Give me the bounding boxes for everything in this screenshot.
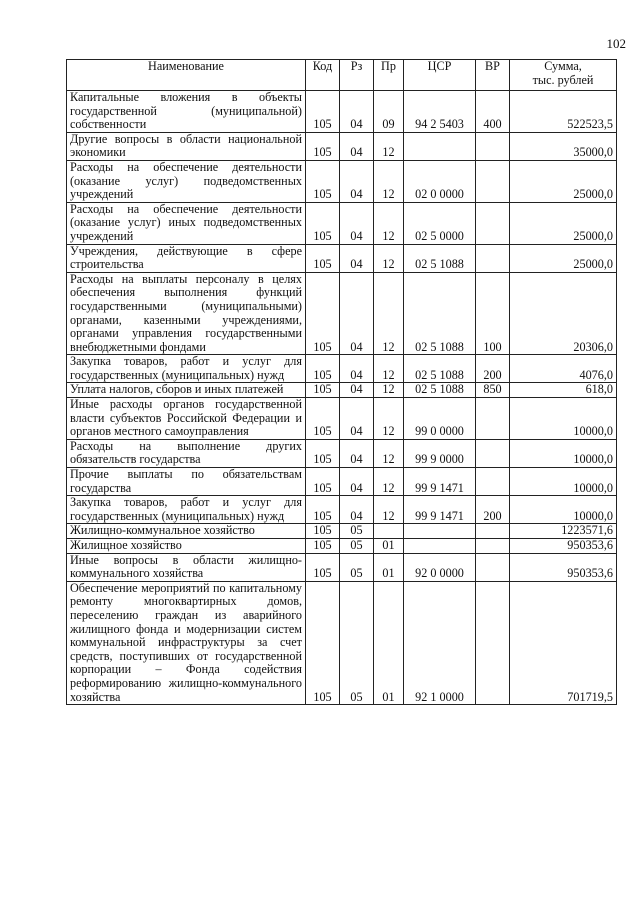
row-sum: 10000,0 (510, 439, 617, 467)
row-pr (374, 524, 404, 539)
row-csr: 02 0 0000 (404, 160, 476, 202)
row-kod: 105 (306, 468, 340, 496)
row-rz: 05 (340, 581, 374, 704)
row-name: Обеспечение мероприятий по капитальному ремонту многоквартирных домов, переселению граждан из аварийного жилищного фонда и модернизации систем коммунальной инфраструктуры за счет средств, поступивших от государственной корпорации – Фонда содействия реформированию жилищно-коммунального хозяйства (67, 581, 306, 704)
row-vr (476, 244, 510, 272)
budget-table (66, 59, 617, 705)
row-kod: 105 (306, 272, 340, 355)
row-name: Иные вопросы в области жилищно-коммунального хозяйства (67, 553, 306, 581)
table-header (67, 60, 617, 91)
row-sum: 522523,5 (510, 91, 617, 133)
row-vr (476, 398, 510, 440)
row-name: Жилищное хозяйство (67, 539, 306, 554)
row-name: Расходы на обеспечение деятельности (оказание услуг) иных подведомственных учреждений (67, 202, 306, 244)
table-row (67, 244, 617, 272)
row-pr: 12 (374, 202, 404, 244)
row-sum: 20306,0 (510, 272, 617, 355)
row-sum: 618,0 (510, 383, 617, 398)
row-vr (476, 524, 510, 539)
row-vr (476, 202, 510, 244)
row-vr (476, 539, 510, 554)
row-sum: 10000,0 (510, 468, 617, 496)
header-csr: ЦСР (404, 60, 476, 91)
row-rz: 04 (340, 383, 374, 398)
row-vr: 200 (476, 355, 510, 383)
row-kod: 105 (306, 581, 340, 704)
row-vr (476, 553, 510, 581)
row-rz: 04 (340, 496, 374, 524)
row-kod: 105 (306, 524, 340, 539)
row-csr: 02 5 1088 (404, 355, 476, 383)
row-sum: 10000,0 (510, 496, 617, 524)
row-sum: 950353,6 (510, 539, 617, 554)
row-pr: 12 (374, 398, 404, 440)
table-row (67, 383, 617, 398)
row-kod: 105 (306, 244, 340, 272)
row-kod: 105 (306, 383, 340, 398)
row-rz: 04 (340, 91, 374, 133)
row-pr: 01 (374, 539, 404, 554)
row-rz: 04 (340, 132, 374, 160)
header-sum: Сумма, тыс. рублей (510, 60, 617, 91)
row-rz: 05 (340, 539, 374, 554)
row-pr: 12 (374, 132, 404, 160)
row-rz: 04 (340, 202, 374, 244)
row-pr: 12 (374, 468, 404, 496)
row-sum: 25000,0 (510, 160, 617, 202)
table-body (67, 91, 617, 705)
row-kod: 105 (306, 355, 340, 383)
row-sum: 4076,0 (510, 355, 617, 383)
row-rz: 04 (340, 355, 374, 383)
row-rz: 04 (340, 398, 374, 440)
header-row (67, 60, 617, 91)
row-rz: 04 (340, 272, 374, 355)
row-sum: 35000,0 (510, 132, 617, 160)
row-csr (404, 524, 476, 539)
row-csr: 02 5 1088 (404, 383, 476, 398)
row-csr: 99 9 0000 (404, 439, 476, 467)
header-rz: Рз (340, 60, 374, 91)
row-rz: 04 (340, 160, 374, 202)
table-row (67, 272, 617, 355)
row-rz: 05 (340, 524, 374, 539)
row-pr: 12 (374, 244, 404, 272)
table-row (67, 539, 617, 554)
row-kod: 105 (306, 132, 340, 160)
table-row (67, 355, 617, 383)
row-name: Расходы на выполнение других обязательств государства (67, 439, 306, 467)
row-name: Закупка товаров, работ и услуг для государственных (муниципальных) нужд (67, 355, 306, 383)
row-csr: 92 0 0000 (404, 553, 476, 581)
table-row (67, 468, 617, 496)
row-pr: 09 (374, 91, 404, 133)
table-row (67, 524, 617, 539)
row-csr: 99 9 1471 (404, 496, 476, 524)
row-pr: 12 (374, 272, 404, 355)
row-csr: 02 5 1088 (404, 272, 476, 355)
row-vr (476, 439, 510, 467)
table-row (67, 132, 617, 160)
table-row (67, 202, 617, 244)
row-name: Закупка товаров, работ и услуг для государственных (муниципальных) нужд (67, 496, 306, 524)
row-csr (404, 132, 476, 160)
table-row (67, 553, 617, 581)
row-vr (476, 160, 510, 202)
row-csr: 94 2 5403 (404, 91, 476, 133)
row-rz: 04 (340, 468, 374, 496)
row-name: Капитальные вложения в объекты государственной (муниципальной) собственности (67, 91, 306, 133)
header-vr: ВР (476, 60, 510, 91)
table-row (67, 581, 617, 704)
row-pr: 12 (374, 383, 404, 398)
row-name: Жилищно-коммунальное хозяйство (67, 524, 306, 539)
row-kod: 105 (306, 553, 340, 581)
row-vr (476, 468, 510, 496)
row-pr: 12 (374, 355, 404, 383)
row-vr (476, 581, 510, 704)
table-row (67, 496, 617, 524)
row-csr (404, 539, 476, 554)
row-kod: 105 (306, 439, 340, 467)
row-csr: 02 5 0000 (404, 202, 476, 244)
row-name: Расходы на выплаты персоналу в целях обеспечения выполнения функций государственными (муниципальными) органами, казенными учреждениями, органами управления государственными внебюджетными фондами (67, 272, 306, 355)
row-sum: 25000,0 (510, 244, 617, 272)
row-kod: 105 (306, 202, 340, 244)
row-csr: 92 1 0000 (404, 581, 476, 704)
row-kod: 105 (306, 496, 340, 524)
table-row (67, 439, 617, 467)
row-name: Иные расходы органов государственной власти субъектов Российской Федерации и органов местного самоуправления (67, 398, 306, 440)
row-vr: 100 (476, 272, 510, 355)
row-kod: 105 (306, 91, 340, 133)
row-kod: 105 (306, 398, 340, 440)
row-csr: 02 5 1088 (404, 244, 476, 272)
row-sum: 10000,0 (510, 398, 617, 440)
row-name: Прочие выплаты по обязательствам государства (67, 468, 306, 496)
row-sum: 1223571,6 (510, 524, 617, 539)
row-vr: 850 (476, 383, 510, 398)
row-pr: 01 (374, 553, 404, 581)
row-pr: 12 (374, 160, 404, 202)
row-kod: 105 (306, 539, 340, 554)
row-vr: 400 (476, 91, 510, 133)
row-rz: 05 (340, 553, 374, 581)
row-vr (476, 132, 510, 160)
page-number: 102 (606, 36, 626, 51)
row-pr: 12 (374, 496, 404, 524)
row-sum: 950353,6 (510, 553, 617, 581)
row-csr: 99 0 0000 (404, 398, 476, 440)
row-sum: 25000,0 (510, 202, 617, 244)
table-row (67, 398, 617, 440)
table-row (67, 91, 617, 133)
row-rz: 04 (340, 244, 374, 272)
row-sum: 701719,5 (510, 581, 617, 704)
header-pr: Пр (374, 60, 404, 91)
row-csr: 99 9 1471 (404, 468, 476, 496)
row-name: Уплата налогов, сборов и иных платежей (67, 383, 306, 398)
row-name: Учреждения, действующие в сфере строительства (67, 244, 306, 272)
row-rz: 04 (340, 439, 374, 467)
header-name: Наименование (67, 60, 306, 91)
row-pr: 12 (374, 439, 404, 467)
row-pr: 01 (374, 581, 404, 704)
header-kod: Код (306, 60, 340, 91)
row-kod: 105 (306, 160, 340, 202)
row-name: Другие вопросы в области национальной экономики (67, 132, 306, 160)
row-name: Расходы на обеспечение деятельности (оказание услуг) подведомственных учреждений (67, 160, 306, 202)
row-vr: 200 (476, 496, 510, 524)
table-row (67, 160, 617, 202)
